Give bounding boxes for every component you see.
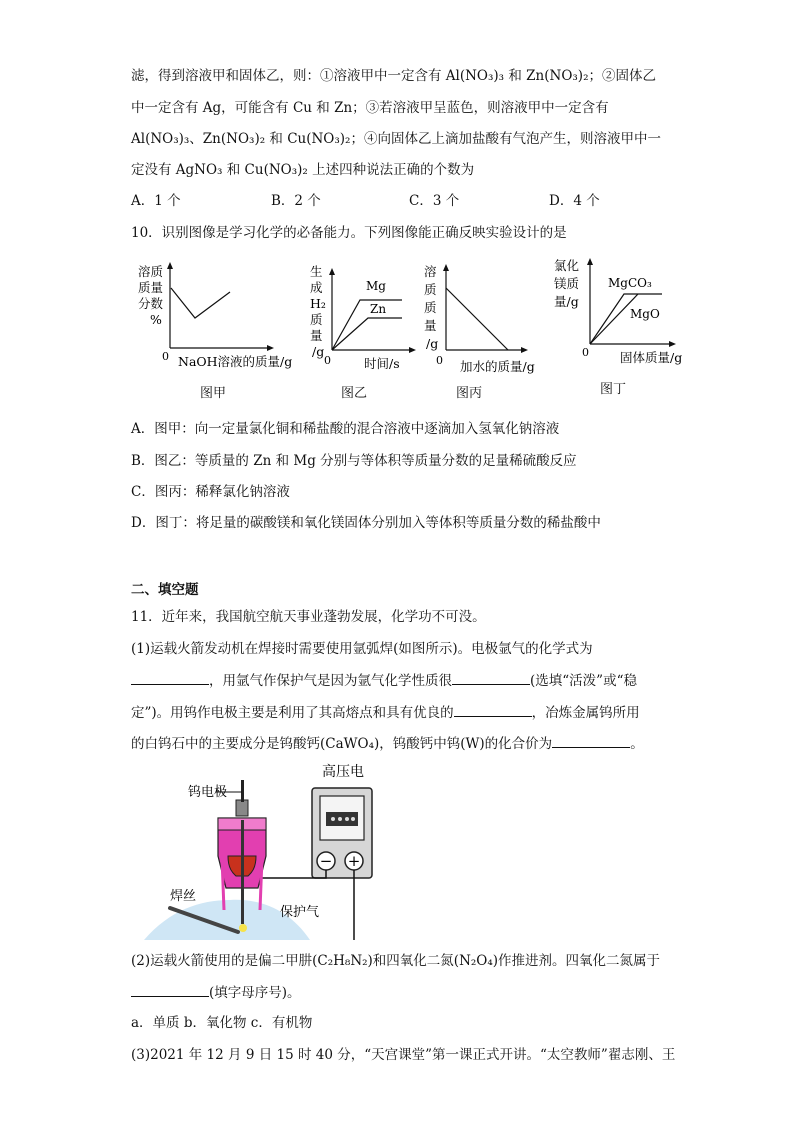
answer-blank-5[interactable] — [131, 982, 209, 997]
graph-yi-ylabel-2: 成 — [310, 280, 323, 295]
graph-jia-ylabel-4: % — [150, 312, 162, 327]
answer-blank-4[interactable] — [552, 733, 630, 748]
q9-option-d: D．4 个 — [549, 193, 600, 209]
answer-blank-2[interactable] — [452, 670, 530, 685]
graph-jia-ylabel-2: 质量 — [138, 280, 164, 295]
graph-yi-ylabel-1: 生 — [310, 264, 323, 279]
graph-bing-caption: 图丙 — [456, 386, 483, 401]
q10-option-c: C．图丙：稀释氯化钠溶液 — [131, 484, 290, 500]
graph-yi-zn-label: Zn — [370, 302, 387, 316]
graph-yi-xlabel: 时间/s — [364, 356, 400, 371]
q9-text-line-4: 定没有 AgNO₃ 和 Cu(NO₃)₂ 上述四种说法正确的个数为 — [131, 162, 475, 178]
graph-ding-mgco3-label: MgCO₃ — [608, 276, 652, 290]
graph-yi-ylabel-4: 质 — [310, 312, 323, 327]
q9-option-c: C．3 个 — [409, 193, 460, 209]
graph-jia-xlabel: NaOH溶液的质量/g — [178, 354, 293, 369]
graph-ding-caption: 图丁 — [600, 382, 627, 397]
graph-bing-y-arrow — [443, 264, 449, 271]
plus-sign: + — [347, 852, 361, 870]
q9-text-line-3: Al(NO₃)₃、Zn(NO₃)₂ 和 Cu(NO₃)₂；④向固体乙上滴加盐酸有气泡产生，则溶液甲中一 — [131, 131, 661, 147]
graph-yi-caption: 图乙 — [341, 386, 368, 401]
graph-bing-ylabel-4: 量 — [424, 318, 437, 333]
graph-ding-origin: 0 — [582, 346, 589, 359]
q11-p2-line-1: (2)运载火箭使用的是偏二甲肼(C₂H₈N₂)和四氧化二氮(N₂O₄)作推进剂。四氧化二氮属于 — [131, 953, 661, 969]
graph-ding-ylabel-3: 量/g — [554, 294, 579, 309]
q11-p1-line-2b: (选填“活泼”或“稳 — [530, 673, 637, 689]
q9-option-b: B．2 个 — [271, 193, 321, 209]
q11-p2-line-2 — [131, 982, 301, 1003]
graph-ding-mgo-label: MgO — [630, 307, 660, 321]
label-wire: 焊丝 — [170, 889, 197, 904]
graph-yi-ylabel-6: /g — [312, 344, 325, 359]
graph-yi-ylabel-5: 量 — [310, 328, 323, 343]
graph-bing-xlabel: 加水的质量/g — [460, 359, 535, 374]
graph-bing-ylabel-2: 质 — [424, 282, 437, 297]
q11-p1-line-4b: 。 — [630, 736, 644, 752]
torch-cap — [236, 800, 248, 816]
q9-text-line-2: 中一定含有 Ag，可能含有 Cu 和 Zn；③若溶液甲呈蓝色，则溶液甲中一定含有 — [131, 100, 609, 116]
q11-p2-options: a．单质 b．氧化物 c．有机物 — [131, 1015, 313, 1031]
graph-jia-origin: 0 — [162, 350, 169, 363]
q11-p3-line-1: (3)2021 年 12 月 9 日 15 时 40 分，“天宫课堂”第一课正式开讲。“太空教师”翟志刚、王 — [131, 1047, 676, 1063]
electrode-top — [241, 780, 244, 802]
graph-bing-line — [446, 288, 508, 350]
q11-p1-line-2 — [131, 670, 637, 691]
graph-yi-ylabel-3: H₂ — [310, 296, 326, 311]
q11-p1-line-3a: 定”)。用钨作电极主要是利用了其高熔点和具有优良的 — [131, 705, 454, 721]
q10-option-a: A．图甲：向一定量氯化铜和稀盐酸的混合溶液中逐滴加入氢氧化钠溶液 — [131, 421, 560, 437]
graph-ding-ylabel-2: 镁质 — [554, 276, 580, 291]
q10-option-b: B．图乙：等质量的 Zn 和 Mg 分别与等体积等质量分数的足量稀硫酸反应 — [131, 453, 577, 469]
graph-jia-ylabel-3: 分数 — [138, 296, 164, 311]
q11-p1-line-1: (1)运载火箭发动机在焊接时需要使用氩弧焊(如图所示)。电极氩气的化学式为 — [131, 641, 593, 657]
answer-blank-1[interactable] — [131, 670, 209, 685]
graph-ding-ylabel-1: 氯化 — [554, 258, 580, 273]
label-electrode: 钨电极 — [188, 785, 228, 800]
section-title: 二、填空题 — [131, 582, 199, 598]
argon-welding-figure — [140, 760, 390, 942]
q10-stem: 10．识别图像是学习化学的必备能力。下列图像能正确反映实验设计的是 — [131, 225, 567, 241]
graph-bing-ylabel-1: 溶 — [424, 264, 437, 279]
graph-ding-x-arrow — [669, 341, 676, 347]
q11-p1-line-4 — [131, 733, 644, 754]
q11-p1-line-4a: 的白钨石中的主要成分是钨酸钙(CaWO₄)，钨酸钙中钨(W)的化合价为 — [131, 736, 553, 752]
q11-p1-line-3b: ，冶炼金属钨所用 — [531, 705, 640, 721]
q10-option-d: D．图丁：将足量的碳酸镁和氧化镁固体分别加入等体积等质量分数的稀盐酸中 — [131, 515, 601, 531]
q9-option-a: A．1 个 — [131, 193, 181, 209]
graph-yi — [306, 258, 421, 378]
q11-p1-line-3 — [131, 702, 640, 723]
graph-ding-xlabel: 固体质量/g — [620, 350, 683, 365]
graph-yi-zn-line — [332, 318, 402, 350]
q11-stem: 11．近年来，我国航空航天事业蓬勃发展，化学功不可没。 — [131, 609, 486, 625]
tungsten-electrode — [241, 820, 244, 924]
arc-spot — [239, 924, 247, 932]
graph-yi-y-arrow — [329, 268, 335, 275]
q11-p1-line-2a: ，用氩气作保护气是因为氩气化学性质很 — [209, 673, 452, 689]
answer-blank-3[interactable] — [454, 702, 532, 717]
q11-p2-line-2-text: (填字母序号)。 — [209, 985, 301, 1001]
graph-yi-mg-label: Mg — [366, 279, 386, 293]
graph-jia — [130, 252, 310, 377]
graph-jia-curve — [171, 288, 230, 318]
graph-bing-origin: 0 — [436, 354, 443, 367]
graph-bing-x-arrow — [521, 347, 528, 353]
graph-bing-ylabel-3: 质 — [424, 300, 437, 315]
graph-yi-origin: 0 — [324, 354, 331, 367]
graph-ding — [550, 252, 688, 370]
label-power: 高压电 — [322, 764, 364, 780]
graph-bing — [420, 258, 550, 378]
graph-jia-x-arrow — [267, 345, 274, 351]
q9-text-line-1: 滤，得到溶液甲和固体乙，则：①溶液甲中一定含有 Al(NO₃)₃ 和 Zn(NO₃)₂；②固体乙 — [131, 68, 656, 84]
graph-jia-y-arrow — [167, 262, 173, 269]
minus-sign: − — [319, 852, 333, 870]
graph-jia-caption: 图甲 — [200, 386, 227, 401]
graph-bing-ylabel-5: /g — [426, 336, 439, 351]
graph-jia-ylabel-1: 溶质 — [138, 264, 164, 279]
label-gas: 保护气 — [280, 905, 320, 920]
graph-yi-x-arrow — [409, 347, 416, 353]
graph-ding-y-arrow — [587, 258, 593, 265]
graph-yi-mg-line — [332, 300, 402, 350]
